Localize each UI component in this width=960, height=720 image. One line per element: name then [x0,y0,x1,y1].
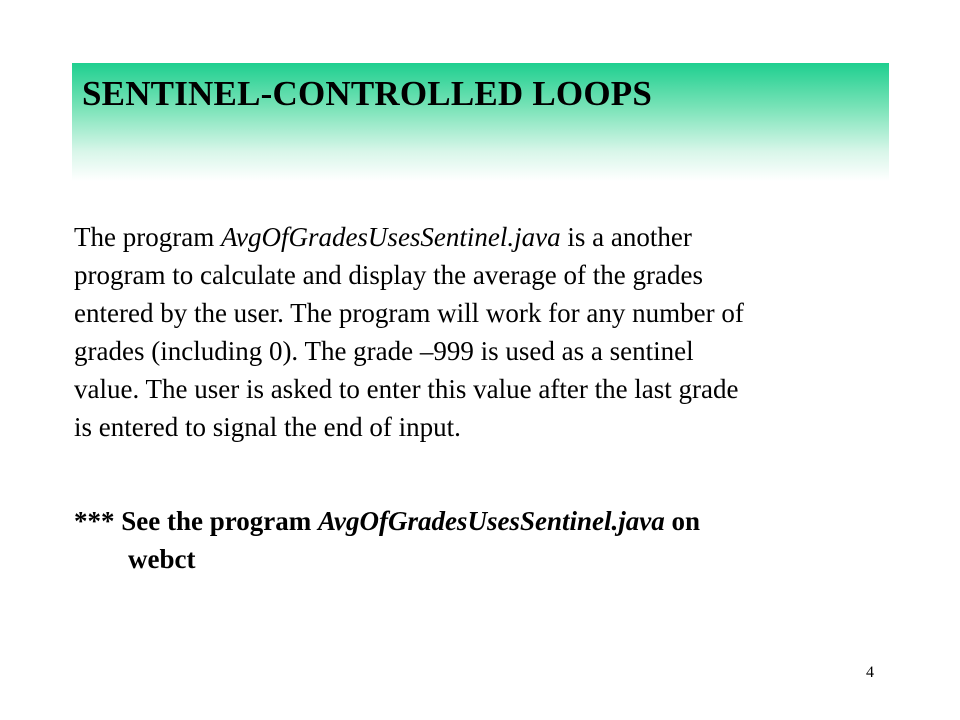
body-paragraph [74,218,894,446]
body-text: The program [74,222,221,252]
body-line-2: program to calculate and display the average of the grades [74,260,703,290]
note-program-name: AvgOfGradesUsesSentinel.java [317,506,665,536]
body-line-1 [74,218,894,256]
body-text: is a another [560,222,692,252]
slide-title: SENTINEL-CONTROLLED LOOPS [82,74,652,113]
note-text: on [664,506,700,536]
body-line-3: entered by the user. The program will work for any number of [74,298,744,328]
note-line-1 [74,502,894,540]
body-line-4: grades (including 0). The grade –999 is used as a sentinel [74,336,694,366]
note-line-2: webct [128,544,196,574]
page-number: 4 [866,664,874,681]
body-line-5: value. The user is asked to enter this value after the last grade [74,374,739,404]
note-text: *** See the program [74,506,318,536]
body-line-6: is entered to signal the end of input. [74,412,461,442]
program-name: AvgOfGradesUsesSentinel.java [220,222,561,252]
see-program-note [74,502,894,578]
